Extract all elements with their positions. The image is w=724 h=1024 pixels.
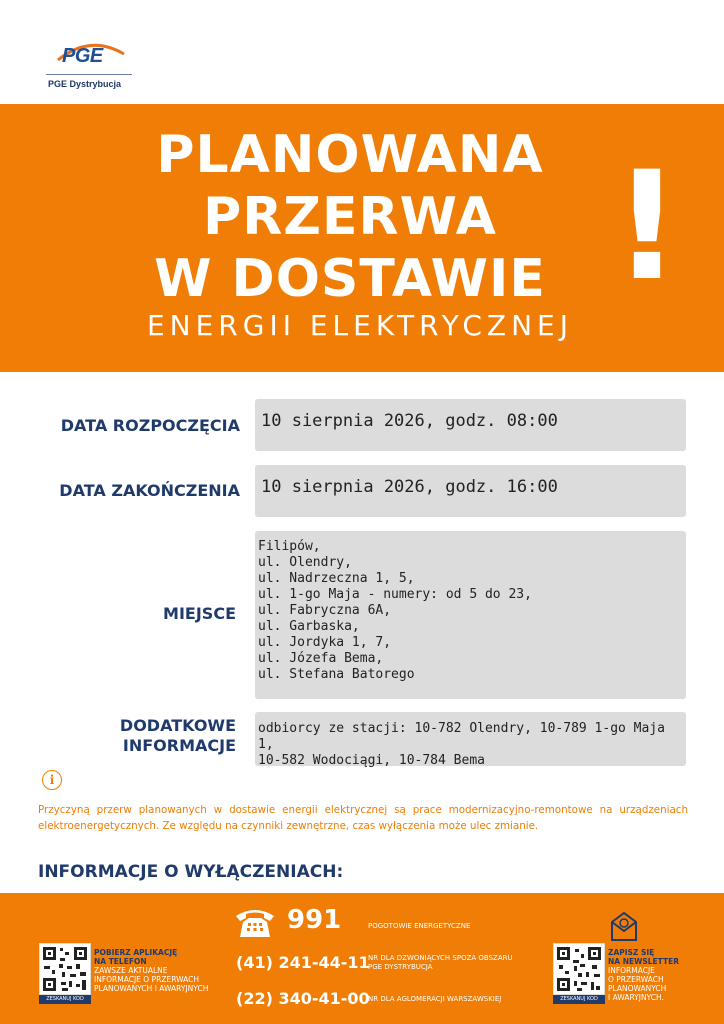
mail-icon <box>609 910 639 942</box>
start-date-value: 10 sierpnia 2026, godz. 08:00 <box>255 399 686 451</box>
end-date-label: DATA ZAKOŃCZENIA <box>59 481 240 500</box>
newsletter-heading: ZAPISZ SIĘ NA NEWSLETTER <box>608 948 679 966</box>
start-date-label: DATA ROZPOCZĘCIA <box>60 416 240 435</box>
warsaw-number[interactable]: (22) 340-41-00 <box>236 989 370 1008</box>
place-value: Filipów, ul. Olendry, ul. Nadrzeczna 1, 5, ul. 1-go Maja - numery: od 5 do 23, ul. Fabryczna 6A, ul. Garbaska, ul. Jordyka 1, 7, ul. Józefa Bema, ul. Stefana Batorego <box>255 531 686 699</box>
outside-number[interactable]: (41) 241-44-11 <box>236 953 370 972</box>
newsletter-text: INFORMACJE O PRZERWACH PLANOWANYCH I AWARYJNYCH. <box>608 966 667 1002</box>
extra-info-label: DODATKOWE INFORMACJE <box>119 716 236 755</box>
newsletter-qr-code[interactable] <box>553 943 605 995</box>
pge-logo <box>40 30 140 94</box>
banner-title: PLANOWANA PRZERWA W DOSTAWIE <box>154 125 546 309</box>
extra-info-value: odbiorcy ze stacji: 10-782 Olendry, 10-789 1-go Maja 1, 10-582 Wodociągi, 10-784 Bema <box>255 712 686 766</box>
app-text: ZAWSZE AKTUALNE INFORMACJE O PRZERWACH PLANOWANYCH I AWARYJNYCH <box>94 966 209 993</box>
newsletter-qr-label: ZESKANUJ KOD <box>553 995 605 1004</box>
app-qr-label: ZESKANUJ KOD <box>39 995 91 1004</box>
app-heading: POBIERZ APLIKACJĘ NA TELEFON <box>94 948 178 966</box>
app-qr-code[interactable] <box>39 943 91 995</box>
title-banner <box>0 104 724 372</box>
logo-brand: PGE <box>62 45 103 67</box>
logo-company: PGE Dystrybucja <box>48 79 122 89</box>
end-date-value: 10 sierpnia 2026, godz. 16:00 <box>255 465 686 517</box>
telephone-icon <box>234 906 276 940</box>
emergency-desc: POGOTOWIE ENERGETYCZNE <box>368 922 471 930</box>
emergency-number[interactable]: 991 <box>287 905 342 935</box>
warsaw-desc: NR DLA AGLOMERACJI WARSZAWSKIEJ <box>368 995 502 1003</box>
place-label: MIEJSCE <box>163 604 236 623</box>
info-icon: i <box>42 770 62 790</box>
outage-info-heading: INFORMACJE O WYŁĄCZENIACH: <box>38 862 344 882</box>
disclaimer-note: Przyczyną przerw planowanych w dostawie energii elektrycznej są prace modernizacyjno-remontowe na urządzeniach elektroenergetycznych. Ze względu na czynniki zewnętrzne, czas wyłączenia może ulec zmianie. <box>38 804 688 832</box>
banner-subtitle: ENERGII ELEKTRYCZNEJ <box>146 309 574 342</box>
outside-desc: NR DLA DZWONIĄCYCH SPOZA OBSZARU PGE DYSTRYBUCJA <box>368 954 513 971</box>
logo-divider <box>46 74 132 75</box>
exclamation-mark: ! <box>612 140 682 314</box>
